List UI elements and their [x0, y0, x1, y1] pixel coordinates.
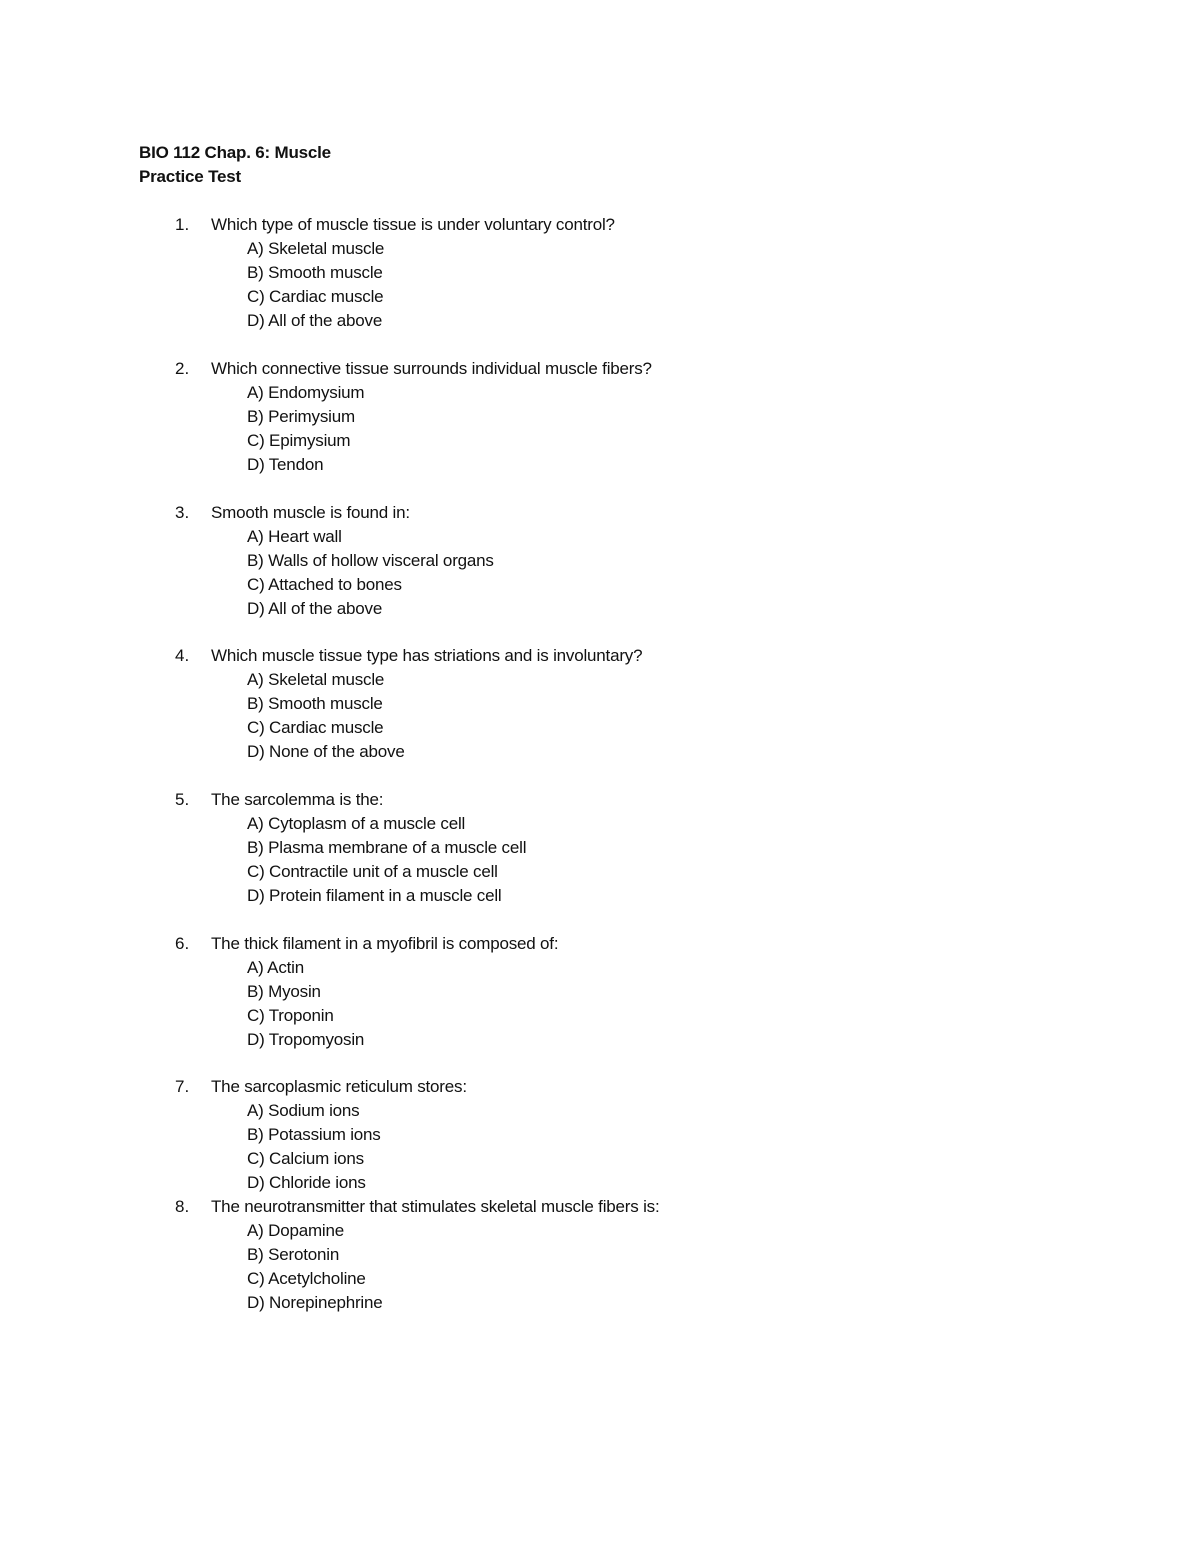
option-d: D) None of the above	[247, 742, 405, 761]
question-number: 6.	[175, 934, 190, 953]
answer-option	[0, 453, 1200, 477]
answer-option	[0, 1219, 1200, 1243]
question-6	[0, 932, 1200, 1052]
answer-option	[0, 549, 1200, 573]
option-c: C) Cardiac muscle	[247, 718, 384, 737]
document-subtitle: Practice Test	[139, 167, 241, 186]
question-7	[0, 1075, 1200, 1195]
answer-option	[0, 285, 1200, 309]
question-text: The thick filament in a myofibril is composed of:	[211, 934, 559, 953]
answer-option	[0, 836, 1200, 860]
question-1	[0, 213, 1200, 333]
answer-option	[0, 1147, 1200, 1171]
answer-option	[0, 740, 1200, 764]
answer-option	[0, 429, 1200, 453]
option-a: A) Cytoplasm of a muscle cell	[247, 814, 466, 833]
option-d: D) Chloride ions	[247, 1173, 366, 1192]
answer-option	[0, 1123, 1200, 1147]
option-a: A) Heart wall	[247, 527, 342, 546]
option-b: B) Perimysium	[247, 407, 355, 426]
option-a: A) Skeletal muscle	[247, 239, 385, 258]
option-c: C) Attached to bones	[247, 575, 402, 594]
option-a: A) Skeletal muscle	[247, 670, 385, 689]
question-number: 4.	[175, 646, 190, 665]
answer-option	[0, 1028, 1200, 1052]
option-d: D) Tendon	[247, 455, 324, 474]
answer-option	[0, 812, 1200, 836]
option-a: A) Endomysium	[247, 383, 365, 402]
question-8	[0, 1195, 1200, 1315]
option-b: B) Plasma membrane of a muscle cell	[247, 838, 527, 857]
question-5	[0, 788, 1200, 908]
option-c: C) Contractile unit of a muscle cell	[247, 862, 498, 881]
answer-option	[0, 381, 1200, 405]
option-a: A) Dopamine	[247, 1221, 345, 1240]
option-a: A) Sodium ions	[247, 1101, 360, 1120]
answer-option	[0, 597, 1200, 621]
answer-option	[0, 309, 1200, 333]
option-b: B) Smooth muscle	[247, 694, 383, 713]
option-c: C) Epimysium	[247, 431, 351, 450]
option-b: B) Walls of hollow visceral organs	[247, 551, 494, 570]
option-d: D) All of the above	[247, 599, 383, 618]
answer-option	[0, 1171, 1200, 1195]
question-number: 8.	[175, 1197, 190, 1216]
question-2	[0, 357, 1200, 477]
answer-option	[0, 716, 1200, 740]
answer-option	[0, 261, 1200, 285]
option-b: B) Serotonin	[247, 1245, 340, 1264]
document-title: BIO 112 Chap. 6: Muscle	[139, 143, 331, 162]
question-text: The sarcolemma is the:	[211, 790, 384, 809]
question-number: 3.	[175, 503, 190, 522]
answer-option	[0, 956, 1200, 980]
answer-option	[0, 573, 1200, 597]
answer-option	[0, 1099, 1200, 1123]
question-4	[0, 644, 1200, 764]
option-a: A) Actin	[247, 958, 304, 977]
question-number: 1.	[175, 215, 190, 234]
option-c: C) Cardiac muscle	[247, 287, 384, 306]
answer-option	[0, 1291, 1200, 1315]
option-d: D) All of the above	[247, 311, 383, 330]
option-d: D) Tropomyosin	[247, 1030, 365, 1049]
option-c: C) Calcium ions	[247, 1149, 364, 1168]
option-d: D) Norepinephrine	[247, 1293, 383, 1312]
answer-option	[0, 884, 1200, 908]
answer-option	[0, 668, 1200, 692]
answer-option	[0, 1267, 1200, 1291]
option-b: B) Myosin	[247, 982, 321, 1001]
question-text: The sarcoplasmic reticulum stores:	[211, 1077, 467, 1096]
answer-option	[0, 980, 1200, 1004]
question-number: 2.	[175, 359, 190, 378]
question-text: Which muscle tissue type has striations and is involuntary?	[211, 646, 643, 665]
question-text: The neurotransmitter that stimulates skeletal muscle fibers is:	[211, 1197, 660, 1216]
question-3	[0, 501, 1200, 621]
answer-option	[0, 1004, 1200, 1028]
option-b: B) Potassium ions	[247, 1125, 381, 1144]
option-d: D) Protein filament in a muscle cell	[247, 886, 502, 905]
question-text: Which type of muscle tissue is under voluntary control?	[211, 215, 615, 234]
answer-option	[0, 692, 1200, 716]
question-text: Which connective tissue surrounds individual muscle fibers?	[211, 359, 652, 378]
question-text: Smooth muscle is found in:	[211, 503, 410, 522]
option-b: B) Smooth muscle	[247, 263, 383, 282]
answer-option	[0, 860, 1200, 884]
answer-option	[0, 1243, 1200, 1267]
question-number: 7.	[175, 1077, 190, 1096]
option-c: C) Acetylcholine	[247, 1269, 366, 1288]
answer-option	[0, 405, 1200, 429]
answer-option	[0, 525, 1200, 549]
answer-option	[0, 237, 1200, 261]
option-c: C) Troponin	[247, 1006, 334, 1025]
question-number: 5.	[175, 790, 190, 809]
